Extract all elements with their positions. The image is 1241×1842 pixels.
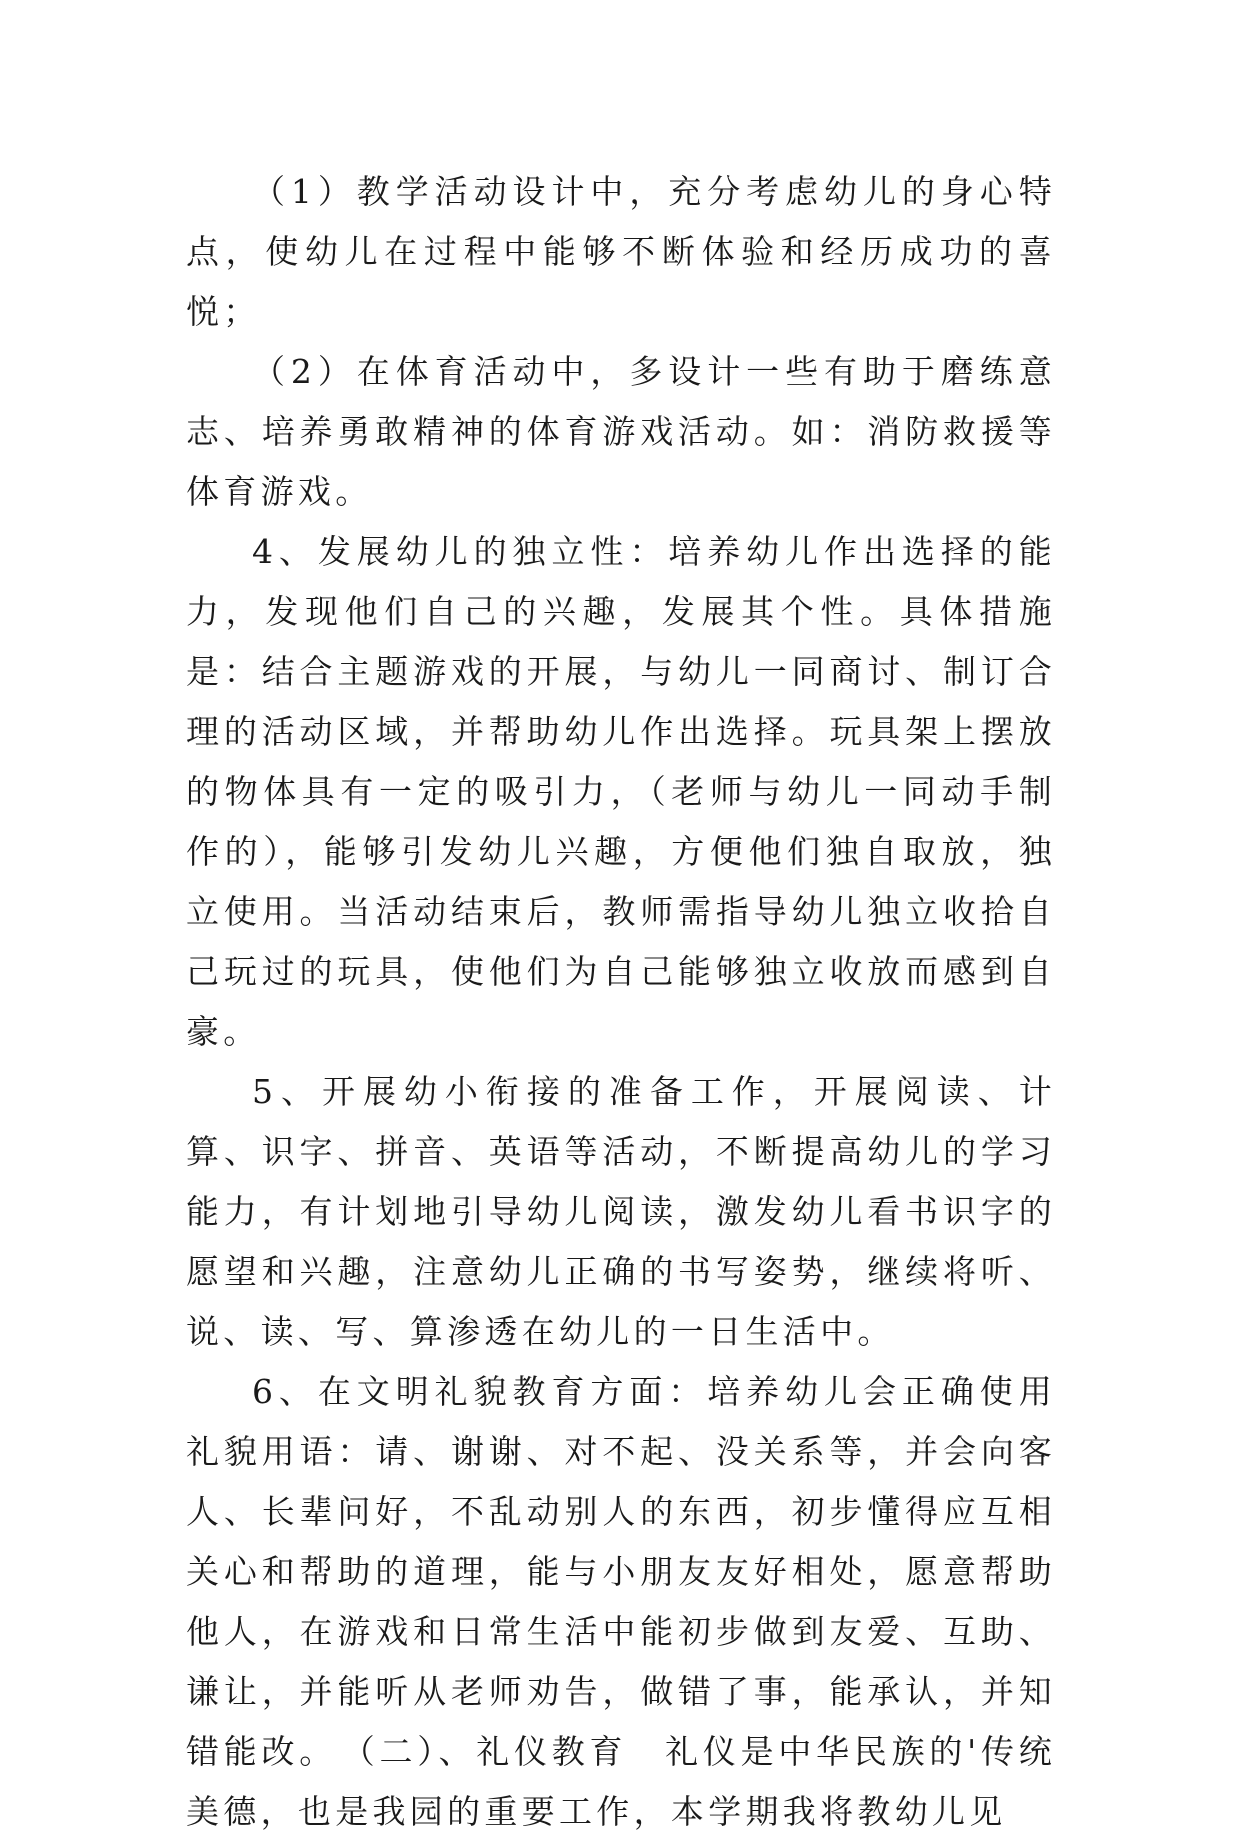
paragraph-4: 5、开展幼小衔接的准备工作，开展阅读、计算、识字、拼音、英语等活动，不断提高幼儿的学习能力，有计划地引导幼儿阅读，激发幼儿看书识字的愿望和兴趣，注意幼儿正确的书写姿势，继续将听、说、读、写、算渗透在幼儿的一日生活中。 [186, 1072, 1056, 1351]
paragraph-1: （1）教学活动设计中，充分考虑幼儿的身心特点，使幼儿在过程中能够不断体验和经历成功的喜悦； [186, 172, 1056, 331]
body-text [186, 162, 1056, 1842]
paragraph-3: 4、发展幼儿的独立性：培养幼儿作出选择的能力，发现他们自己的兴趣，发展其个性。具体措施是：结合主题游戏的开展，与幼儿一同商讨、制订合理的活动区域，并帮助幼儿作出选择。玩具架上摆放的物体具有一定的吸引力，（老师与幼儿一同动手制作的），能够引发幼儿兴趣，方便他们独自取放，独立使用。当活动结束后，教师需指导幼儿独立收拾自己玩过的玩具，使他们为自己能够独立收放而感到自豪。 [186, 532, 1056, 1051]
paragraph-5: 6、在文明礼貌教育方面：培养幼儿会正确使用礼貌用语：请、谢谢、对不起、没关系等，并会向客人、长辈问好，不乱动别人的东西，初步懂得应互相关心和帮助的道理，能与小朋友友好相处，愿意帮助他人，在游戏和日常生活中能初步做到友爱、互助、谦让，并能听从老师劝告，做错了事，能承认，并知错能改。 （二）、礼仪教育 礼仪是中华民族的'传统美德，也是我园的重要工作，本学期我将教幼儿见 [186, 1372, 1056, 1831]
paragraph-2: （2）在体育活动中，多设计一些有助于磨练意志、培养勇敢精神的体育游戏活动。如：消防救援等体育游戏。 [186, 352, 1056, 511]
